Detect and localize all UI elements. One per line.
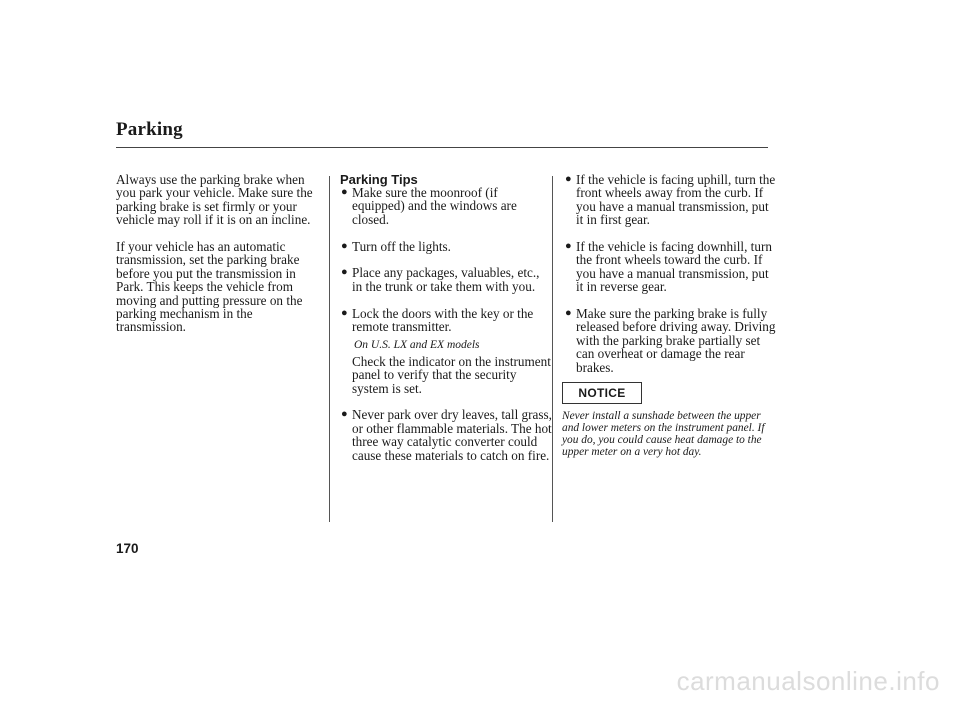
list-item: ● Lock the doors with the key or the remote transmitter. <box>341 305 534 335</box>
middle-column <box>342 173 552 475</box>
parking-tips-list-continued <box>342 408 552 462</box>
notice-badge: NOTICE <box>562 382 642 404</box>
bullet-icon: ● <box>341 408 348 421</box>
left-column <box>116 173 324 334</box>
paragraph-automatic-transmission: If your vehicle has an automatic transmission, set the parking brake before you put the transmission in Park. This keeps the vehicle from moving and putting pressure on the parking mechanism in the transmission. <box>116 239 303 335</box>
title-divider <box>116 147 768 148</box>
bullet-icon: ● <box>341 306 348 319</box>
notice-text: Never install a sunshade between the upper and lower meters on the instrument panel. If you do, you could cause heat damage to the upper meter on a very hot day. <box>562 410 765 459</box>
list-item: ● Place any packages, valuables, etc., in the trunk or take them with you. <box>341 265 540 294</box>
page-number: 170 <box>116 541 139 556</box>
model-note: On U.S. LX and EX models <box>354 339 480 352</box>
paragraph-parking-brake: Always use the parking brake when you park your vehicle. Make sure the parking brake is set firmly or your vehicle may roll if it is on an incline. <box>116 172 313 228</box>
bullet-icon: ● <box>565 307 572 320</box>
list-item: ● If the vehicle is facing downhill, turn the front wheels toward the curb. If you have a manual transmission, put it in reverse gear. <box>565 239 772 295</box>
section-heading: Parking Tips <box>340 172 418 187</box>
watermark: carmanualsonline.info <box>676 666 940 696</box>
right-column <box>562 172 778 459</box>
column-divider-left <box>329 176 330 522</box>
list-item: ● Make sure the moonroof (if equipped) and the windows are closed. <box>341 185 517 227</box>
bullet-icon: ● <box>565 173 572 185</box>
bullet-icon: ● <box>341 239 348 252</box>
list-item: ● Never park over dry leaves, tall grass, or other flammable materials. The hot three way catalytic converter could cause these materials to catch on fire. <box>341 407 552 463</box>
security-text: Check the indicator on the instrument panel to verify that the security system is set. <box>352 353 551 396</box>
right-tips-list <box>566 173 778 374</box>
page-title: Parking <box>116 119 183 140</box>
parking-tips-list <box>342 186 552 333</box>
list-item: ● If the vehicle is facing uphill, turn the front wheels away from the curb. If you have a manual transmission, put it in first gear. <box>565 172 776 228</box>
list-item: ● Turn off the lights. <box>341 238 451 254</box>
bullet-icon: ● <box>341 186 348 198</box>
list-item: ● Make sure the parking brake is fully released before driving away. Driving with the parking brake partially set can overheat or damage the rear brakes. <box>565 306 776 375</box>
bullet-icon: ● <box>341 266 348 279</box>
bullet-icon: ● <box>565 240 572 253</box>
column-divider-right <box>552 176 553 522</box>
